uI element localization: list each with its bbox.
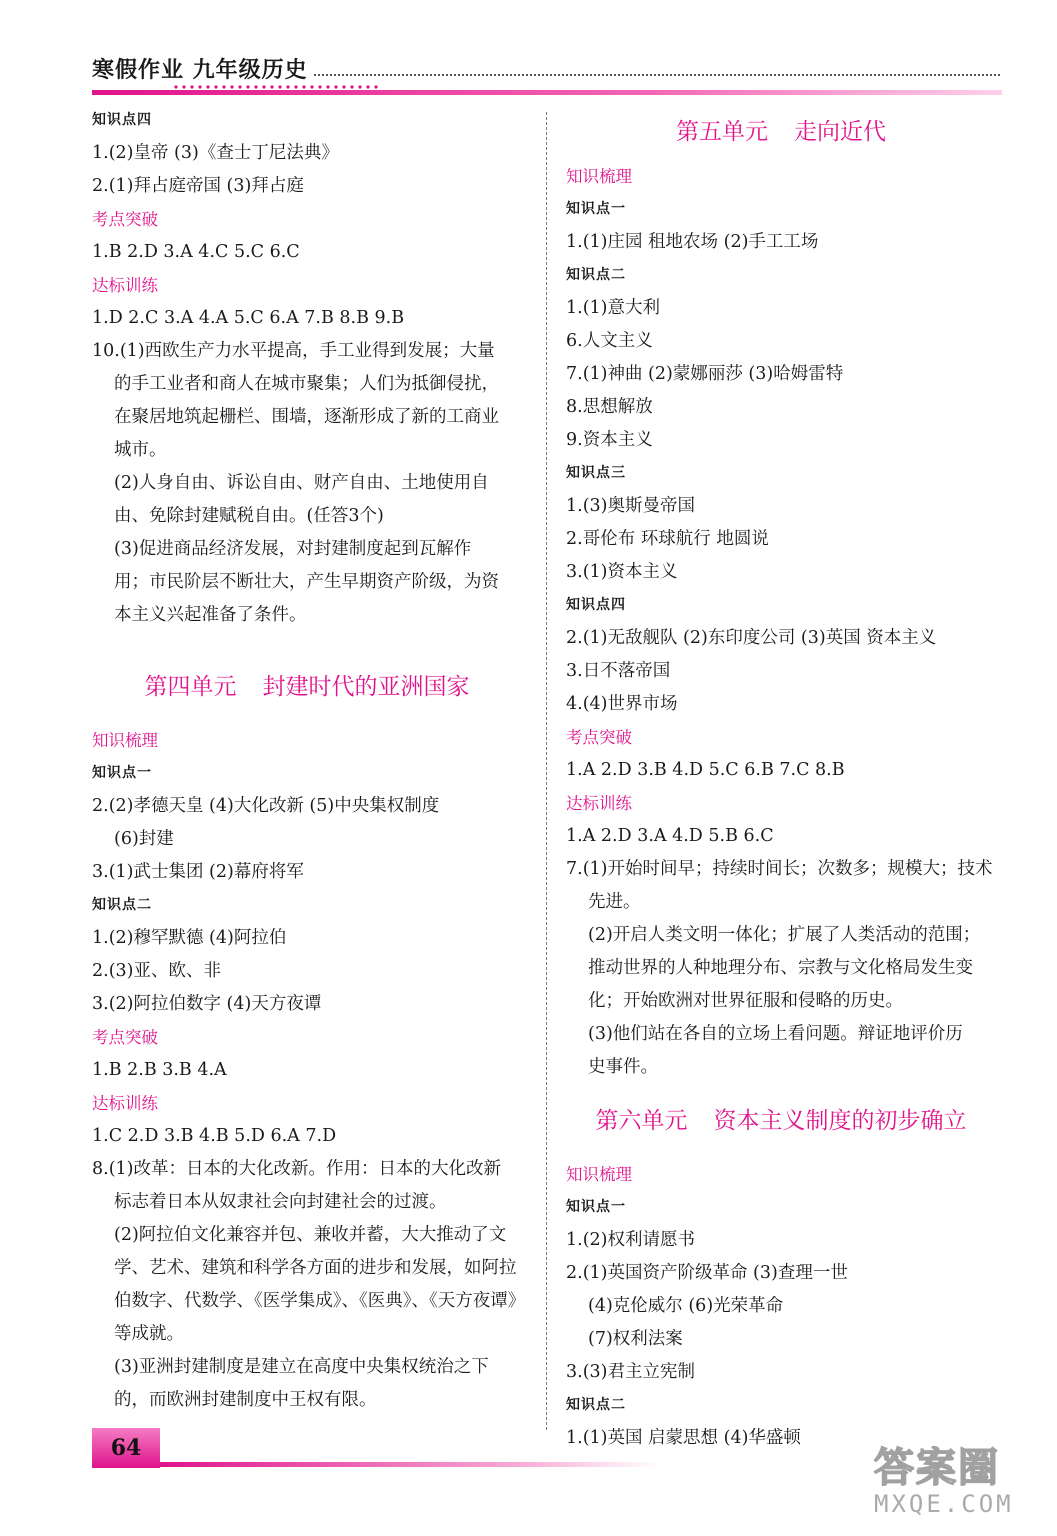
answer-line-continued: 化；开始欧洲对世界征服和侵略的历史。 bbox=[588, 991, 903, 1011]
answer-line: 3.(1)武士集团 (2)幕府将军 bbox=[92, 862, 304, 882]
answer-line-continued: (2)开启人类文明一体化；扩展了人类活动的范围； bbox=[588, 925, 981, 945]
answer-line: 1.(2)权利请愿书 bbox=[566, 1230, 695, 1250]
answer-line-continued: 本主义兴起准备了条件。 bbox=[114, 605, 307, 625]
answer-line: 3.(2)阿拉伯数字 (4)天方夜谭 bbox=[92, 994, 322, 1014]
answer-line: 3.(1)资本主义 bbox=[566, 562, 678, 582]
unit-name: 封建时代的亚洲国家 bbox=[262, 674, 470, 700]
unit-number: 第四单元 bbox=[144, 674, 237, 700]
header-dotted-line bbox=[314, 74, 1000, 76]
answer-line: 1.(3)奥斯曼帝国 bbox=[566, 496, 695, 516]
answer-line: 1.A 2.D 3.A 4.D 5.B 6.C bbox=[566, 826, 774, 846]
answer-line: 1.C 2.D 3.B 4.B 5.D 6.A 7.D bbox=[92, 1126, 337, 1146]
answer-line: 8.(1)改革：日本的大化改新。作用：日本的大化改新 bbox=[92, 1159, 501, 1179]
knowledge-point-heading: 知识点一 bbox=[92, 765, 152, 781]
section-heading: 考点突破 bbox=[92, 210, 158, 229]
answer-line-continued: (3)他们站在各自的立场上看问题。辩证地评价历 bbox=[588, 1024, 963, 1044]
page-number: 64 bbox=[92, 1428, 160, 1468]
answer-line-continued: (6)封建 bbox=[114, 829, 174, 849]
answer-line: 2.(1)英国资产阶级革命 (3)查理一世 bbox=[566, 1263, 848, 1283]
unit-name: 走向近代 bbox=[794, 119, 886, 145]
answer-line-continued: 先进。 bbox=[588, 892, 641, 912]
answer-line: 1.(1)庄园 租地农场 (2)手工工场 bbox=[566, 232, 819, 252]
answer-line: 1.B 2.B 3.B 4.A bbox=[92, 1060, 227, 1080]
answer-line: 2.(1)无敌舰队 (2)东印度公司 (3)英国 资本主义 bbox=[566, 628, 937, 648]
answer-line-continued: (7)权利法案 bbox=[588, 1329, 683, 1349]
section-heading: 考点突破 bbox=[566, 728, 632, 747]
answer-line: 2.哥伦布 环球航行 地圆说 bbox=[566, 529, 769, 549]
answer-line: 7.(1)开始时间早；持续时间长；次数多；规模大；技术 bbox=[566, 859, 993, 879]
answer-line-continued: 在聚居地筑起栅栏、围墙，逐渐形成了新的工商业 bbox=[114, 407, 499, 427]
answer-line: 1.A 2.D 3.B 4.D 5.C 6.B 7.C 8.B bbox=[566, 760, 845, 780]
answer-line-continued: (3)促进商品经济发展，对封建制度起到瓦解作 bbox=[114, 539, 472, 559]
column-divider bbox=[546, 112, 547, 1430]
answer-line: 9.资本主义 bbox=[566, 430, 653, 450]
answer-line: 2.(1)拜占庭帝国 (3)拜占庭 bbox=[92, 176, 304, 196]
answer-line-continued: (2)人身自由、诉讼自由、财产自由、土地使用自 bbox=[114, 473, 489, 493]
answer-line: 3.(3)君主立宪制 bbox=[566, 1362, 695, 1382]
answer-line: 4.(4)世界市场 bbox=[566, 694, 678, 714]
unit-title bbox=[566, 1084, 996, 1158]
answer-line-continued: 的，而欧洲封建制度中王权有限。 bbox=[114, 1390, 377, 1410]
answer-line: 1.(2)皇帝 (3)《查士丁尼法典》 bbox=[92, 143, 339, 163]
unit-name: 资本主义制度的初步确立 bbox=[713, 1108, 967, 1134]
answer-line-continued: 用；市民阶层不断壮大，产生早期资产阶级，为资 bbox=[114, 572, 499, 592]
answer-line: 1.(1)英国 启蒙思想 (4)华盛顿 bbox=[566, 1428, 801, 1448]
answer-line-continued: 推动世界的人种地理分布、宗教与文化格局发生变 bbox=[588, 958, 973, 978]
answer-line: 10.(1)西欧生产力水平提高，手工业得到发展；大量 bbox=[92, 341, 495, 361]
footer-rule bbox=[160, 1462, 660, 1467]
answer-line: 2.(2)孝德天皇 (4)大化改新 (5)中央集权制度 bbox=[92, 796, 440, 816]
page-footer bbox=[92, 1428, 1002, 1478]
knowledge-point-heading: 知识点一 bbox=[566, 1199, 626, 1215]
section-heading: 知识梳理 bbox=[92, 731, 158, 750]
knowledge-point-heading: 知识点四 bbox=[566, 597, 626, 613]
answer-line-continued: 标志着日本从奴隶社会向封建社会的过渡。 bbox=[114, 1192, 447, 1212]
unit-number: 第六单元 bbox=[595, 1108, 688, 1134]
answer-line: 1.(1)意大利 bbox=[566, 298, 660, 318]
answer-line-continued: (3)亚洲封建制度是建立在高度中央集权统治之下 bbox=[114, 1357, 489, 1377]
knowledge-point-heading: 知识点二 bbox=[566, 1397, 626, 1413]
section-heading: 考点突破 bbox=[92, 1028, 158, 1047]
left-column bbox=[92, 104, 526, 1417]
unit-title bbox=[566, 104, 996, 160]
section-heading: 达标训练 bbox=[92, 1094, 158, 1113]
unit-title bbox=[92, 650, 522, 724]
answer-line-continued: 伯数字、代数学、《医学集成》、《医典》、《天方夜谭》 bbox=[114, 1291, 526, 1311]
knowledge-point-heading: 知识点一 bbox=[566, 201, 626, 217]
answer-line: 6.人文主义 bbox=[566, 331, 653, 351]
answer-line: 1.B 2.D 3.A 4.C 5.C 6.C bbox=[92, 242, 300, 262]
watermark-logo bbox=[874, 1446, 1024, 1528]
answer-line-continued: 史事件。 bbox=[588, 1057, 658, 1077]
knowledge-point-heading: 知识点二 bbox=[566, 267, 626, 283]
answer-line-continued: 等成就。 bbox=[114, 1324, 184, 1344]
knowledge-point-heading: 知识点二 bbox=[92, 897, 152, 913]
right-column bbox=[566, 104, 996, 1455]
answer-line-continued: (2)阿拉伯文化兼容并包、兼收并蓄，大大推动了文 bbox=[114, 1225, 507, 1245]
watermark-text: 答案圈 bbox=[874, 1445, 1000, 1491]
answer-line: 3.日不落帝国 bbox=[566, 661, 671, 681]
knowledge-point-heading: 知识点四 bbox=[92, 112, 152, 128]
section-heading: 知识梳理 bbox=[566, 167, 632, 186]
answer-line: 8.思想解放 bbox=[566, 397, 653, 417]
watermark-url: MXQE.COM bbox=[874, 1490, 1014, 1518]
unit-number: 第五单元 bbox=[676, 119, 768, 145]
section-heading: 知识梳理 bbox=[566, 1165, 632, 1184]
page-header bbox=[92, 56, 1002, 102]
header-rule bbox=[92, 90, 1002, 95]
answer-line-continued: 的手工业者和商人在城市聚集；人们为抵御侵扰， bbox=[114, 374, 499, 394]
knowledge-point-heading: 知识点三 bbox=[566, 465, 626, 481]
answer-line-continued: 由、免除封建赋税自由。(任答3个) bbox=[114, 506, 384, 526]
section-heading: 达标训练 bbox=[92, 276, 158, 295]
answer-line: 1.D 2.C 3.A 4.A 5.C 6.A 7.B 8.B 9.B bbox=[92, 308, 405, 328]
answer-line-continued: (4)克伦威尔 (6)光荣革命 bbox=[588, 1296, 784, 1316]
answer-line: 7.(1)神曲 (2)蒙娜丽莎 (3)哈姆雷特 bbox=[566, 364, 844, 384]
answer-line-continued: 城市。 bbox=[114, 440, 167, 460]
header-title: 寒假作业 九年级历史 bbox=[92, 58, 308, 83]
answer-line-continued: 学、艺术、建筑和科学各方面的进步和发展，如阿拉 bbox=[114, 1258, 517, 1278]
answer-line: 2.(3)亚、欧、非 bbox=[92, 961, 221, 981]
answer-line: 1.(2)穆罕默德 (4)阿拉伯 bbox=[92, 928, 287, 948]
section-heading: 达标训练 bbox=[566, 794, 632, 813]
